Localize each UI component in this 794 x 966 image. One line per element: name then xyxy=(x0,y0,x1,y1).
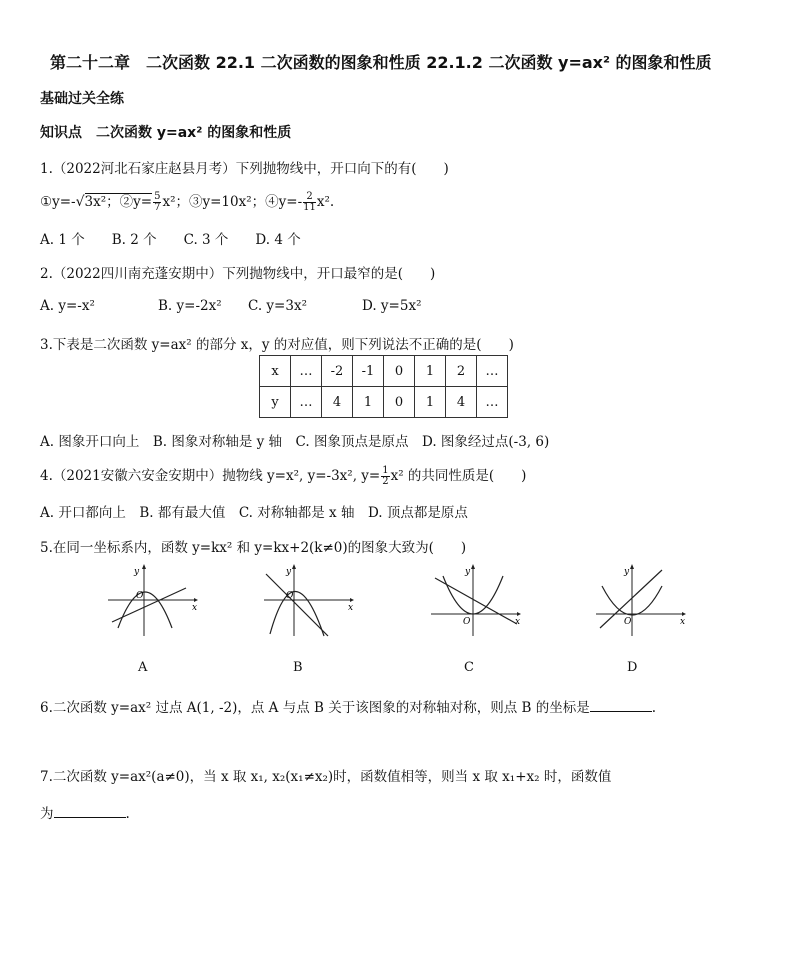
q3-choices: A. 图象开口向上 B. 图象对称轴是 y 轴 C. 图象顶点是原点 D. 图象经过点(-3, 6) xyxy=(40,434,550,450)
origin-label: O xyxy=(286,591,294,601)
q2-choice-d: D. y=5x² xyxy=(362,298,422,314)
table-cell: x xyxy=(260,356,291,387)
q5-label-a: A xyxy=(138,660,148,675)
x-axis-arrow-icon xyxy=(194,598,198,602)
x-axis-label: x xyxy=(348,603,354,613)
q4-fraction-1-2: $\frac{1}{2}$ xyxy=(382,465,389,487)
y-axis-arrow-icon xyxy=(292,564,296,569)
q4-stem-end: x² 的共同性质是( ) xyxy=(390,468,527,484)
q5-label-c: C xyxy=(464,660,474,675)
q4-stem xyxy=(40,464,526,487)
q6-end: . xyxy=(651,700,657,716)
table-cell: -2 xyxy=(322,356,353,387)
table-cell: 4 xyxy=(322,387,353,418)
y-axis-label: y xyxy=(286,567,292,577)
x-axis-arrow-icon xyxy=(682,612,686,616)
table-cell: -1 xyxy=(353,356,384,387)
y-axis-label: y xyxy=(624,567,630,577)
table-row xyxy=(260,356,508,387)
q1-option-2-rest: x²；③y=10x²；④y=- xyxy=(162,194,303,210)
table-cell: 2 xyxy=(446,356,477,387)
q7-answer-blank[interactable] xyxy=(54,805,126,818)
parabola xyxy=(118,592,172,628)
table-cell: … xyxy=(291,387,322,418)
q7-end: . xyxy=(125,806,130,822)
table-cell: y xyxy=(260,387,291,418)
line xyxy=(266,574,328,636)
table-cell: 1 xyxy=(353,387,384,418)
origin-label: O xyxy=(624,617,632,627)
q1-stem: 1.（2022河北石家庄赵县月考）下列抛物线中，开口向下的有( ) xyxy=(40,161,449,177)
table-cell: 4 xyxy=(446,387,477,418)
table-cell: 1 xyxy=(415,387,446,418)
q1-choices: A. 1 个 B. 2 个 C. 3 个 D. 4 个 xyxy=(40,232,301,248)
table-cell: 1 xyxy=(415,356,446,387)
q5-graph-b xyxy=(258,562,358,642)
q5-graph-d xyxy=(592,562,692,642)
q4-stem-start: 4.（2021安徽六安金安期中）抛物线 y=x², y=-3x², y= xyxy=(40,468,381,484)
y-axis-arrow-icon xyxy=(630,564,634,569)
q1-option-1: ①y=- xyxy=(40,194,76,210)
q5-label-b: B xyxy=(293,660,303,675)
q1-fraction-5-7: $\frac{5}{7}$ xyxy=(154,191,161,213)
table-cell: … xyxy=(291,356,322,387)
x-axis-arrow-icon xyxy=(350,598,354,602)
q5-graph-a xyxy=(100,562,200,642)
line xyxy=(435,578,517,624)
q6-stem: 6.二次函数 y=ax² 过点 A(1, -2)，点 A 与点 B 关于该图象的对称轴对称，则点 B 的坐标是 xyxy=(40,700,590,716)
table-row xyxy=(260,387,508,418)
y-axis-arrow-icon xyxy=(471,564,475,569)
q5-graph-c xyxy=(425,562,525,642)
q4-choices: A. 开口都向上 B. 都有最大值 C. 对称轴都是 x 轴 D. 顶点都是原点 xyxy=(40,505,468,521)
q1-fraction-2-11: $\frac{2}{11}$ xyxy=(303,191,316,213)
q1-option-1-rest: 3x²；②y= xyxy=(84,194,153,210)
table-cell: 0 xyxy=(384,387,415,418)
q3-stem: 3.下表是二次函数 y=ax² 的部分 x，y 的对应值，则下列说法不正确的是( ) xyxy=(40,337,514,353)
q6-answer-blank[interactable] xyxy=(590,699,652,712)
x-axis-label: x xyxy=(680,617,686,627)
x-axis-label: x xyxy=(192,603,198,613)
origin-label: O xyxy=(136,591,144,601)
q5-label-d: D xyxy=(627,660,638,675)
q2-choice-a: A. y=-x² xyxy=(40,298,95,314)
origin-label: O xyxy=(463,617,471,627)
q2-choice-c: C. y=3x² xyxy=(248,298,307,314)
q6-line xyxy=(40,696,656,716)
q1-options xyxy=(40,190,334,213)
y-axis-label: y xyxy=(465,567,471,577)
y-axis-arrow-icon xyxy=(142,564,146,569)
table-cell: 0 xyxy=(384,356,415,387)
q7-stem: 7.二次函数 y=ax²(a≠0)，当 x 取 x₁, x₂(x₁≠x₂)时，函数值相等，则当 x 取 x₁+x₂ 时，函数值 xyxy=(40,769,612,785)
section-heading-basic: 基础过关全练 xyxy=(40,91,124,107)
q1-option-4-rest: x². xyxy=(316,194,335,210)
q7-line2-text: 为 xyxy=(40,806,54,822)
section-heading-knowledge: 知识点 二次函数 y=ax² 的图象和性质 xyxy=(40,125,292,141)
q2-choice-b: B. y=-2x² xyxy=(158,298,222,314)
page-title: 第二十二章 二次函数 22.1 二次函数的图象和性质 22.1.2 二次函数 y=ax² 的图象和性质 xyxy=(50,53,712,72)
q3-value-table xyxy=(259,355,508,418)
q2-stem: 2.（2022四川南充蓬安期中）下列抛物线中，开口最窄的是( ) xyxy=(40,266,436,282)
q7-line2 xyxy=(40,802,130,822)
table-cell: … xyxy=(477,356,508,387)
parabola xyxy=(270,591,324,636)
x-axis-arrow-icon xyxy=(517,612,521,616)
sqrt-icon: √ xyxy=(75,194,85,210)
q5-stem: 5.在同一坐标系内，函数 y=kx² 和 y=kx+2(k≠0)的图象大致为( ) xyxy=(40,540,467,556)
table-cell: … xyxy=(477,387,508,418)
y-axis-label: y xyxy=(134,567,140,577)
x-axis-label: x xyxy=(515,617,521,627)
